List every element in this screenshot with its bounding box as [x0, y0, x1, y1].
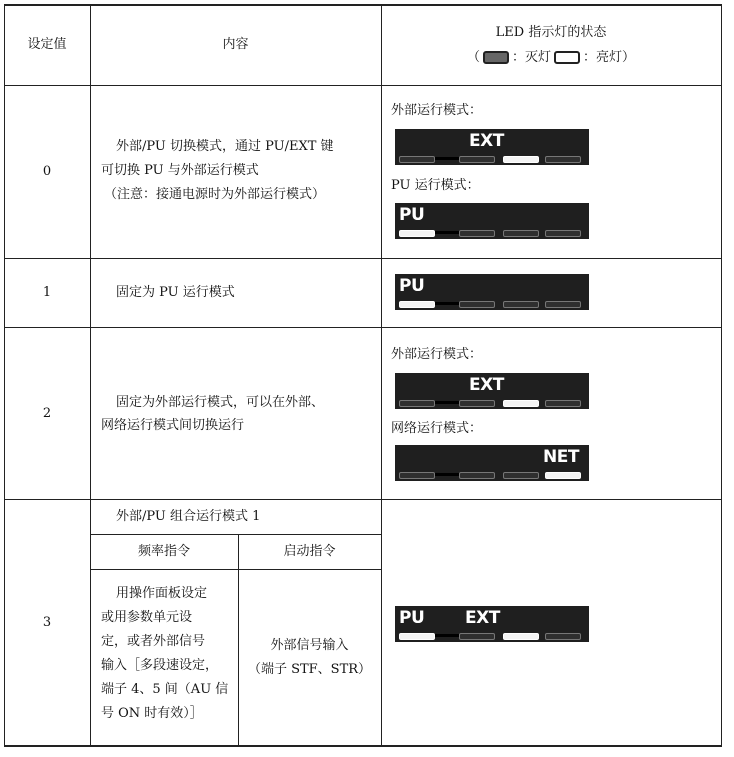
frequency-line: 或用参数单元设 [101, 610, 193, 625]
content-line: 固定为 PU 运行模式 [116, 285, 235, 300]
lamp-unlit-icon [503, 472, 539, 479]
content-line: 可切换 PU 与外部运行模式 [101, 163, 259, 178]
row-divider [4, 327, 722, 328]
lamp-unlit-icon [545, 633, 581, 640]
lamp-unlit-icon [459, 400, 495, 407]
setting-value: 2 [42, 406, 52, 421]
panel-caption: 网络运行模式： [391, 421, 483, 436]
start-line: （端子 STF、STR） [247, 662, 372, 677]
lamp-on-icon [554, 51, 580, 64]
frequency-line: 用操作面板设定 [116, 586, 208, 601]
combined-mode-title: 外部/PU 组合运行模式 1 [116, 509, 261, 524]
frequency-line: 定，或者外部信号 [101, 634, 206, 649]
legend-off-label: ：灭灯 [511, 50, 551, 65]
frequency-line: 端子 4、5 间（AU 信 [101, 682, 229, 697]
lamp-unlit-icon [459, 301, 495, 308]
panel-mode-label: PU [399, 608, 425, 628]
lamp-lit-icon [399, 301, 435, 308]
content-line: （注意：接通电源时为外部运行模式） [104, 187, 326, 202]
led-panel [395, 445, 589, 481]
frequency-line: 输入［多段速设定， [101, 658, 219, 673]
content-line: 固定为外部运行模式，可以在外部、 [116, 395, 325, 410]
setting-value: 0 [42, 164, 52, 179]
panel-caption: 外部运行模式： [391, 103, 483, 118]
start-line: 外部信号输入 [270, 638, 349, 653]
header-setting-value: 设定值 [27, 37, 67, 52]
lamp-lit-icon [545, 472, 581, 479]
lamp-unlit-icon [399, 400, 435, 407]
led-panel [395, 129, 589, 165]
panel-mode-label: EXT [469, 131, 504, 151]
led-panel [395, 606, 589, 642]
row-divider [4, 499, 722, 500]
lamp-lit-icon [399, 230, 435, 237]
panel-caption: 外部运行模式： [391, 347, 483, 362]
lamp-unlit-icon [545, 400, 581, 407]
table-top-border [4, 4, 722, 6]
legend-open-paren: （ [466, 50, 480, 65]
led-panel [395, 203, 589, 239]
lamp-lit-icon [503, 633, 539, 640]
led-panel [395, 274, 589, 310]
lamp-unlit-icon [459, 633, 495, 640]
table-bottom-border [4, 745, 722, 747]
header-content: 内容 [222, 37, 249, 52]
subheader-divider [90, 569, 381, 570]
panel-mode-label: PU [399, 205, 425, 225]
lamp-unlit-icon [503, 230, 539, 237]
lamp-unlit-icon [545, 230, 581, 237]
col-divider [90, 4, 91, 747]
panel-mode-label: NET [543, 447, 579, 467]
setting-value: 1 [42, 285, 52, 300]
table-right-border [721, 4, 722, 747]
setting-value: 3 [42, 615, 52, 630]
frequency-line: 号 ON 时有效）］ [101, 706, 203, 721]
lamp-unlit-icon [459, 230, 495, 237]
lamp-unlit-icon [399, 156, 435, 163]
row-divider [4, 258, 722, 259]
legend-on-label: ：亮灯） [583, 50, 636, 65]
content-line: 外部/PU 切换模式，通过 PU/EXT 键 [116, 139, 334, 154]
led-panel [395, 373, 589, 409]
lamp-unlit-icon [545, 156, 581, 163]
table-left-border [4, 4, 5, 747]
lamp-unlit-icon [399, 472, 435, 479]
lamp-lit-icon [399, 633, 435, 640]
panel-mode-label: PU [399, 276, 425, 296]
panel-mode-label: EXT [469, 375, 504, 395]
lamp-unlit-icon [459, 472, 495, 479]
header-bottom-border [4, 85, 722, 86]
panel-caption: PU 运行模式： [391, 178, 480, 193]
lamp-lit-icon [503, 400, 539, 407]
header-led-title: LED 指示灯的状态 [495, 25, 607, 40]
lamp-off-icon [483, 51, 509, 64]
lamp-unlit-icon [459, 156, 495, 163]
header-led-legend [381, 47, 721, 69]
panel-mode-label: EXT [465, 608, 500, 628]
subheader-start: 启动指令 [283, 544, 336, 559]
col-divider [381, 4, 382, 747]
subtitle-divider [90, 534, 381, 535]
lamp-unlit-icon [545, 301, 581, 308]
subheader-frequency: 频率指令 [137, 544, 190, 559]
content-line: 网络运行模式间切换运行 [101, 418, 245, 433]
lamp-lit-icon [503, 156, 539, 163]
lamp-unlit-icon [503, 301, 539, 308]
